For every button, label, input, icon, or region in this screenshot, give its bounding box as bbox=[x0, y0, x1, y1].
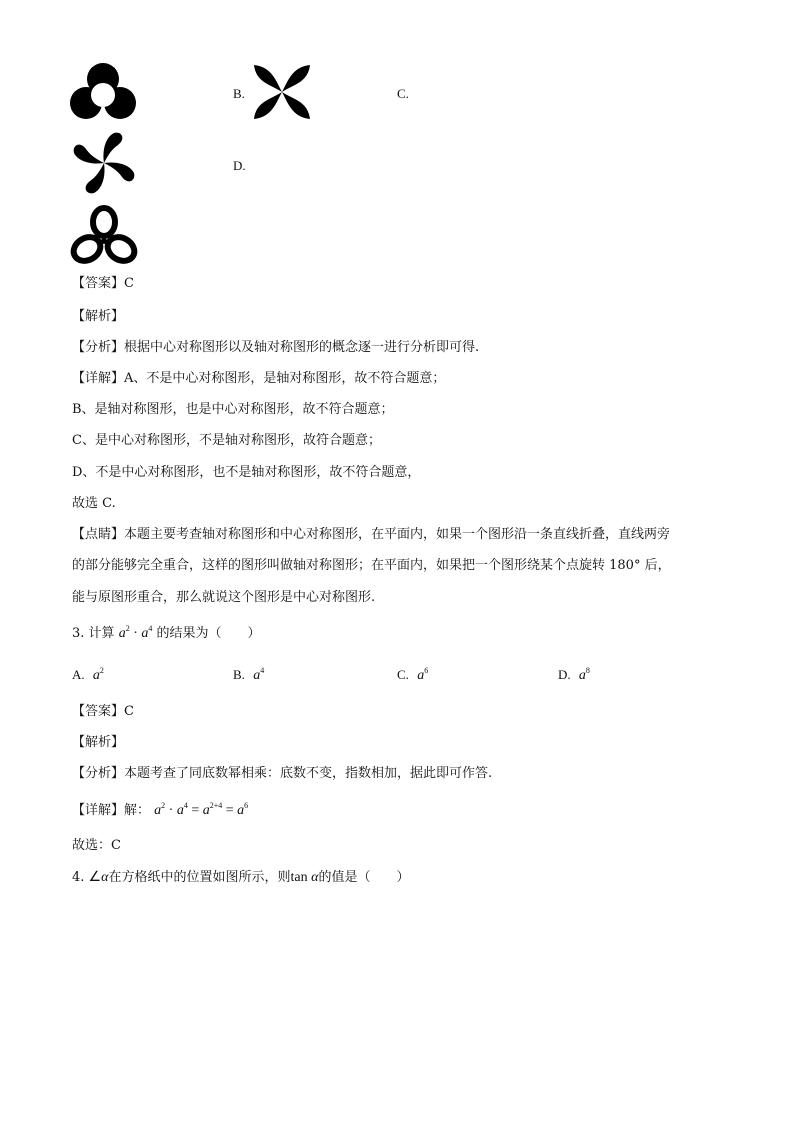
q2-choice: 故选 C. bbox=[72, 496, 116, 511]
q3-stem bbox=[72, 626, 261, 642]
q2-comment-line-2: 的部分能够完全重合，这样的图形叫做轴对称图形；在平面内，如果把一个图形绕某个点旋转 180° 后， bbox=[72, 558, 671, 573]
option-c-label: C. bbox=[397, 86, 409, 101]
q4-tan-alpha: tan α bbox=[290, 870, 319, 885]
q2-analysis: 【分析】根据中心对称图形以及轴对称图形的概念逐一进行分析即可得. bbox=[72, 340, 480, 355]
q3-stem-prefix: 3. 计算 bbox=[72, 626, 115, 641]
q3-stem-suffix: 的结果为（ ） bbox=[156, 626, 261, 641]
q2-detail-a: 【详解】A、不是中心对称图形，是轴对称图形，故不符合题意； bbox=[72, 371, 446, 386]
figure-option-b bbox=[252, 63, 312, 121]
q3-analysis: 【分析】本题考查了同底数幂相乘：底数不变，指数相加，据此即可作答. bbox=[72, 766, 493, 781]
q4-stem-suffix: 的值是（ ） bbox=[318, 870, 410, 885]
q2-analysis-header: 【解析】 bbox=[72, 309, 125, 324]
figure-option-c bbox=[70, 130, 138, 196]
option-b-label: B. bbox=[233, 86, 245, 101]
q2-comment-line-3: 能与原图形重合，那么就说这个图形是中心对称图形. bbox=[72, 590, 376, 605]
q3-detail bbox=[72, 803, 248, 819]
q2-detail-c: C、是中心对称图形，不是轴对称图形，故符合题意； bbox=[72, 433, 381, 448]
q2-detail-b: B、是轴对称图形，也是中心对称图形，故不符合题意； bbox=[72, 402, 394, 417]
option-d-label: D. bbox=[233, 158, 246, 173]
q4-stem bbox=[72, 870, 409, 886]
q4-stem-prefix: 4. bbox=[72, 870, 85, 885]
q3-option-c: C. $a^6$ bbox=[397, 666, 429, 683]
q3-analysis-header: 【解析】 bbox=[72, 735, 125, 750]
q3-expression: $a^2 \cdot a^4$ bbox=[118, 624, 153, 641]
figure-option-d bbox=[70, 205, 138, 269]
q3-detail-equation: $a^2 \cdot a^4 = a^{2+4} = a^6$ bbox=[154, 801, 249, 818]
q3-detail-prefix: 【详解】解： bbox=[72, 803, 151, 818]
figure-option-a bbox=[70, 62, 136, 124]
q3-choice: 故选：C bbox=[72, 838, 121, 853]
q4-stem-mid: 在方格纸中的位置如图所示，则 bbox=[108, 870, 291, 885]
q3-option-d: D. $a^8$ bbox=[558, 666, 590, 683]
q2-comment-line-1: 【点睛】本题主要考查轴对称图形和中心对称图形，在平面内，如果一个图形沿一条直线折叠，直线两旁 bbox=[72, 527, 671, 542]
q3-answer: 【答案】C bbox=[72, 704, 134, 719]
q3-option-a: A. $a^2$ bbox=[72, 666, 104, 683]
q3-option-b: B. $a^4$ bbox=[233, 666, 265, 683]
q2-detail-d: D、不是中心对称图形，也不是轴对称图形，故不符合题意， bbox=[72, 465, 421, 480]
q4-angle: ∠α bbox=[88, 870, 109, 885]
q2-answer: 【答案】C bbox=[72, 276, 134, 291]
